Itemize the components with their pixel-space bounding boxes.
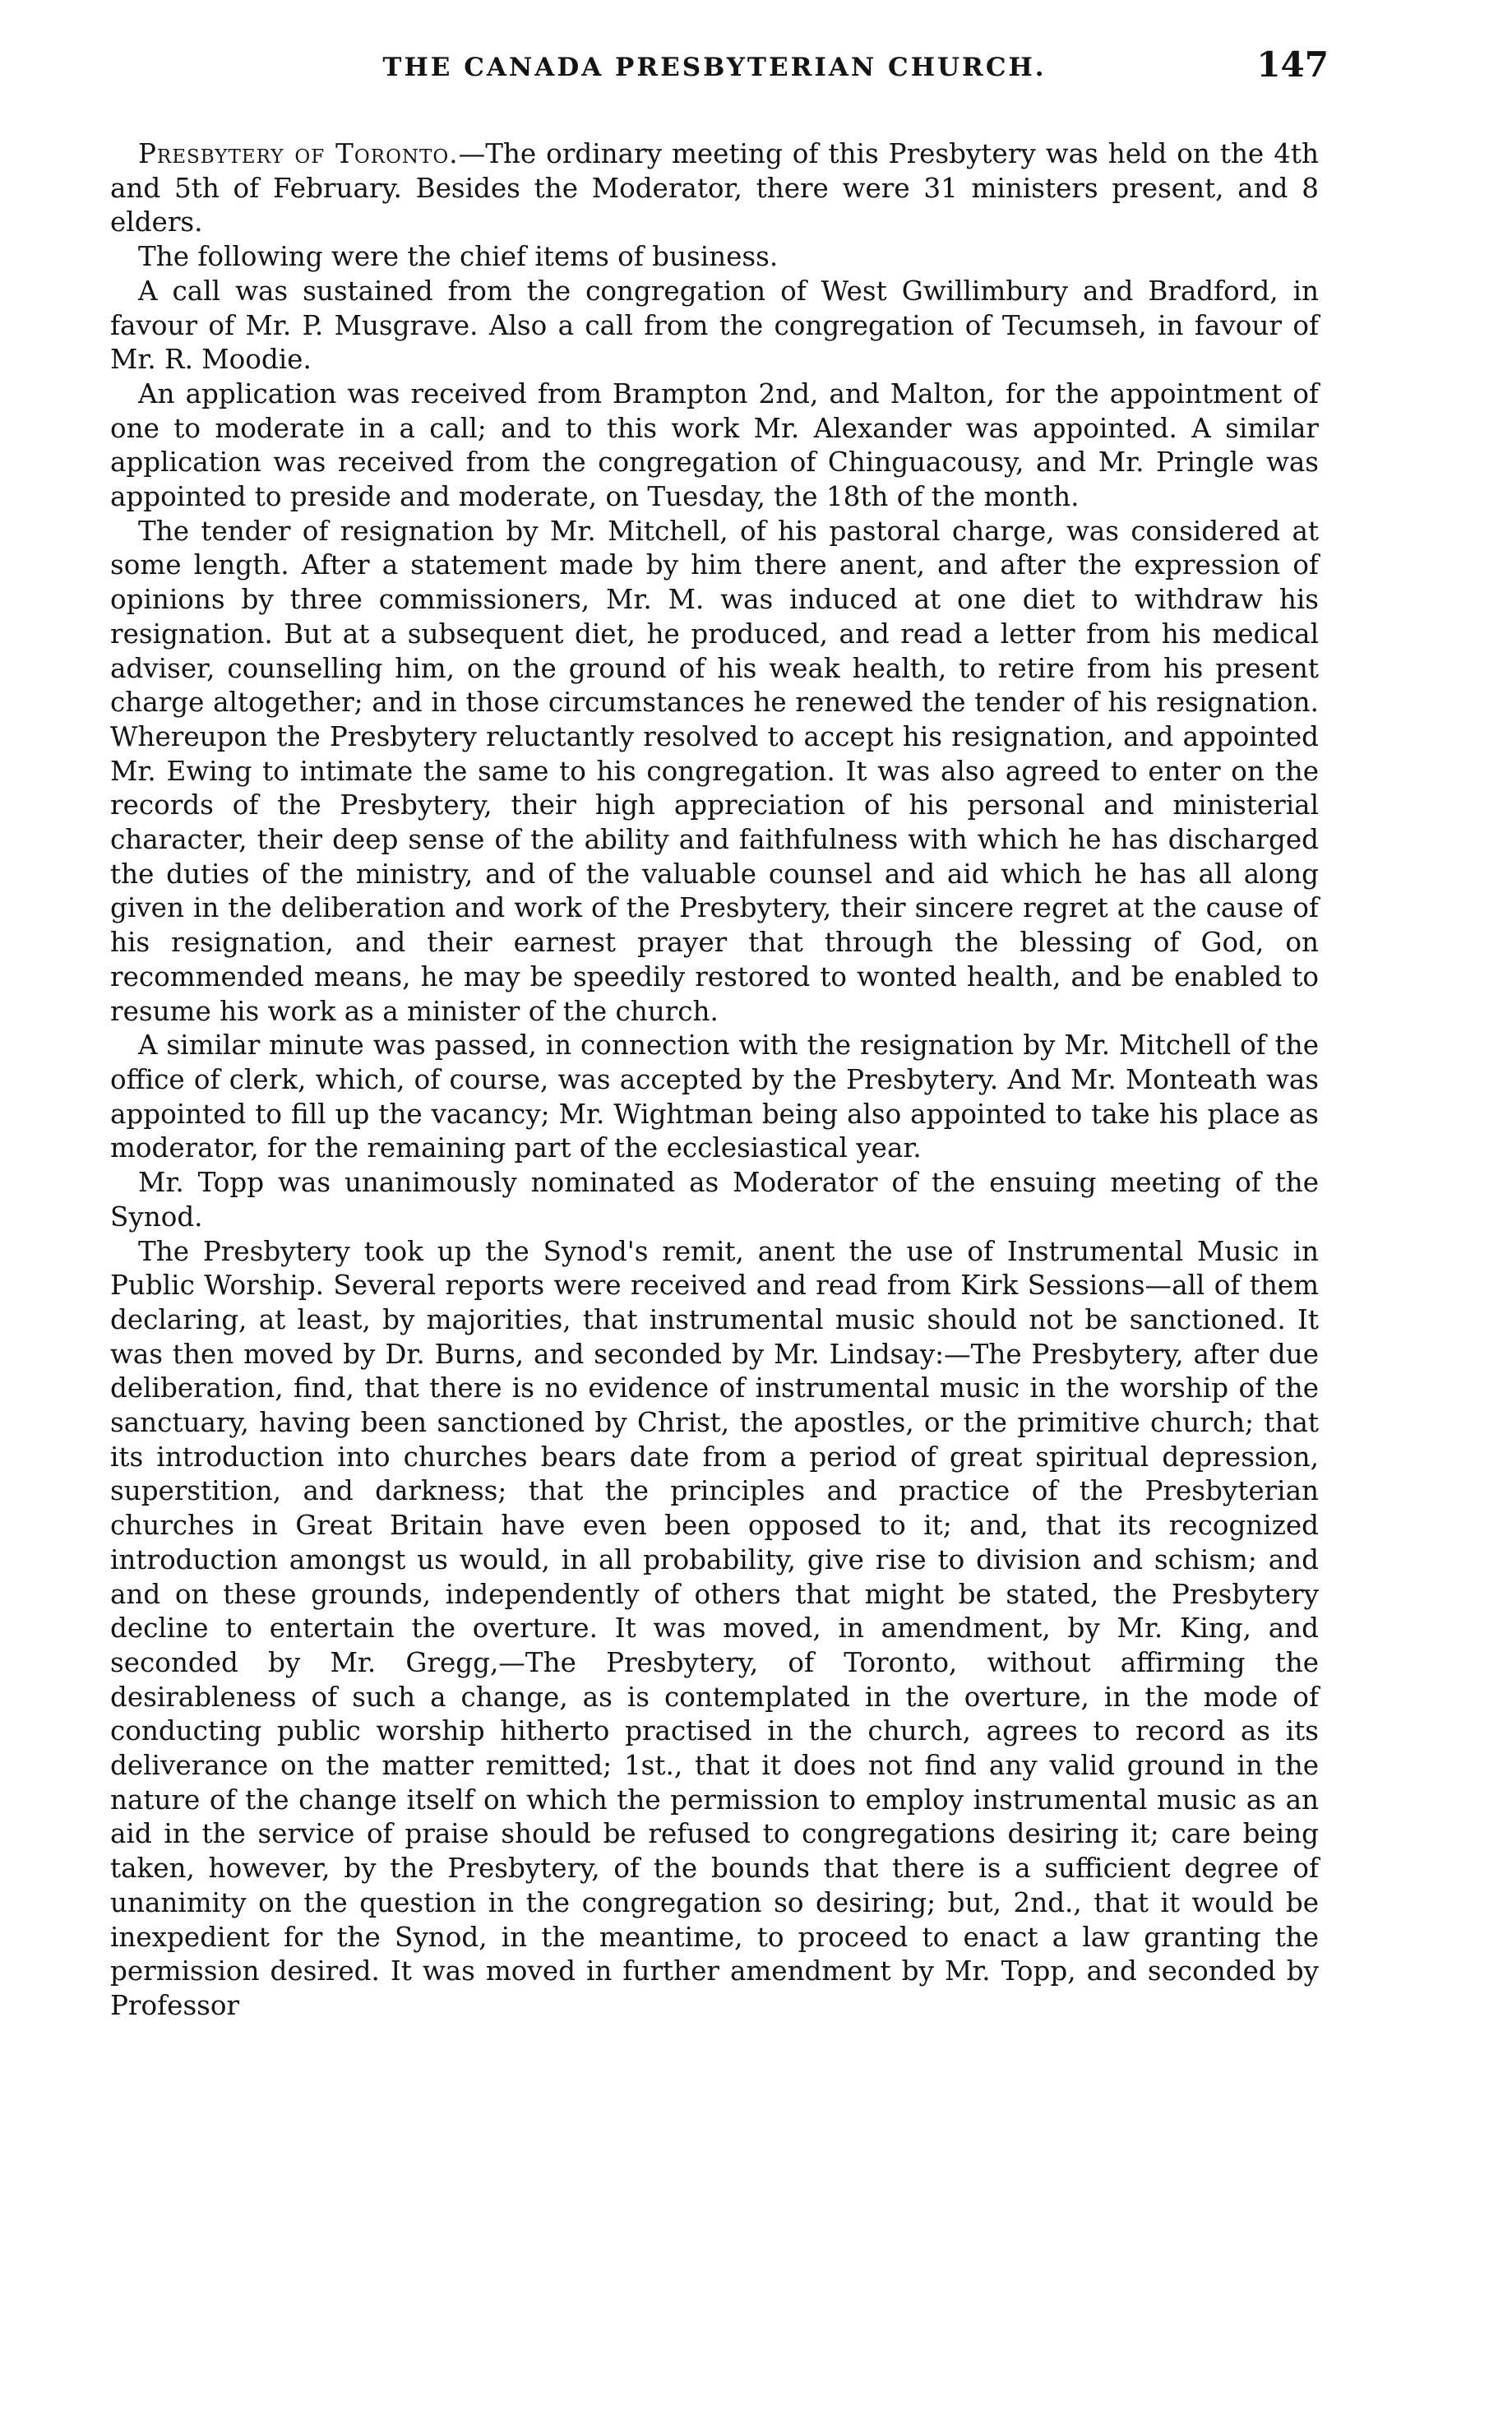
paragraph-presbytery-meeting	[110, 137, 1319, 240]
paragraph-clerk-minute: A similar minute was passed, in connection with the resignation by Mr. Mitchell of the office of clerk, which, of course, was accepted by the Presbytery. And Mr. Monteath was appointed to fill up the vacancy; Mr. Wightman being also appointed to take his place as moderator, for the remaining part of the ecclesiastical year.	[110, 1029, 1319, 1164]
document-page	[110, 41, 1329, 2024]
paragraph-applications: An application was received from Brampton 2nd, and Malton, for the appointment of one to moderate in a call; and to this work Mr. Alexander was appointed. A similar application was received from the congregation of Chinguacousy, and Mr. Pringle was appointed to preside and moderate, on Tuesday, the 18th of the month.	[110, 377, 1319, 513]
page-header	[110, 41, 1329, 99]
page-number: 147	[1256, 44, 1329, 85]
paragraph-items-intro: The following were the chief items of business.	[138, 241, 779, 273]
section-lead: Presbytery of Toronto.	[138, 138, 459, 169]
paragraph-instrumental-music: The Presbytery took up the Synod's remit, anent the use of Instrumental Music in Public Worship. Several reports were received and read from Kirk Sessions—all of them declaring, at least, by majorities, that instrumental music should not be sanctioned. It was then moved by Dr. Burns, and seconded by Mr. Lindsay:—The Presbytery, after due deliberation, find, that there is no evidence of instrumental music in the worship of the sanctuary, having been sanctioned by Christ, the apostles, or the primitive church; that its introduction into churches bears date from a period of great spiritual depression, superstition, and darkness; that the principles and practice of the Presbyterian churches in Great Britain have even been opposed to it; and, that its recognized introduction amongst us would, in all probability, give rise to division and schism; and and on these grounds, independently of others that might be stated, the Presbytery decline to entertain the overture. It was moved, in amendment, by Mr. King, and seconded by Mr. Gregg,—The Presbytery, of Toronto, without affirming the desirableness of such a change, as is contemplated in the overture, in the mode of conducting public worship hitherto practised in the church, agrees to record as its deliverance on the matter remitted; 1st., that it does not find any valid ground in the nature of the change itself on which the permission to employ instrumental music as an aid in the service of praise should be refused to congregations desiring it; care being taken, however, by the Presbytery, of the bounds that there is a sufficient degree of unanimity on the question in the congregation so desiring; but, 2nd., that it would be inexpedient for the Synod, in the meantime, to proceed to enact a law granting the permission desired. It was moved in further amendment by Mr. Topp, and seconded by Professor	[110, 1235, 1319, 2021]
article-body	[110, 137, 1319, 2024]
paragraph-moderator-nomination: Mr. Topp was unanimously nominated as Moderator of the ensuing meeting of the Synod.	[110, 1167, 1319, 1233]
paragraph-text: —The ordinary meeting of this Presbytery was held on the 4th and 5th of February. Besides the Moderator, there were 31 ministers present, and 8 elders.	[110, 138, 1320, 238]
running-title: THE CANADA PRESBYTERIAN CHURCH.	[382, 53, 1047, 82]
paragraph-calls: A call was sustained from the congregation of West Gwillimbury and Bradford, in favour of Mr. P. Musgrave. Also a call from the congregation of Tecumseh, in favour of Mr. R. Moodie.	[110, 275, 1319, 376]
paragraph-resignation: The tender of resignation by Mr. Mitchell, of his pastoral charge, was considered at some length. After a statement made by him there anent, and after the expression of opinions by three commissioners, Mr. M. was induced at one diet to withdraw his resignation. But at a subsequent diet, he produced, and read a letter from his medical adviser, counselling him, on the ground of his weak health, to retire from his present charge altogether; and in those circumstances he renewed the tender of his resignation. Whereupon the Presbytery reluctantly resolved to accept his resignation, and appointed Mr. Ewing to intimate the same to his congregation. It was also agreed to enter on the records of the Presbytery, their high appreciation of his personal and ministerial character, their deep sense of the ability and faithfulness with which he has discharged the duties of the ministry, and of the valuable counsel and aid which he has all along given in the deliberation and work of the Presbytery, their sincere regret at the cause of his resignation, and their earnest prayer that through the blessing of God, on recommended means, he may be speedily restored to wonted health, and be enabled to resume his work as a minister of the church.	[110, 515, 1319, 1027]
